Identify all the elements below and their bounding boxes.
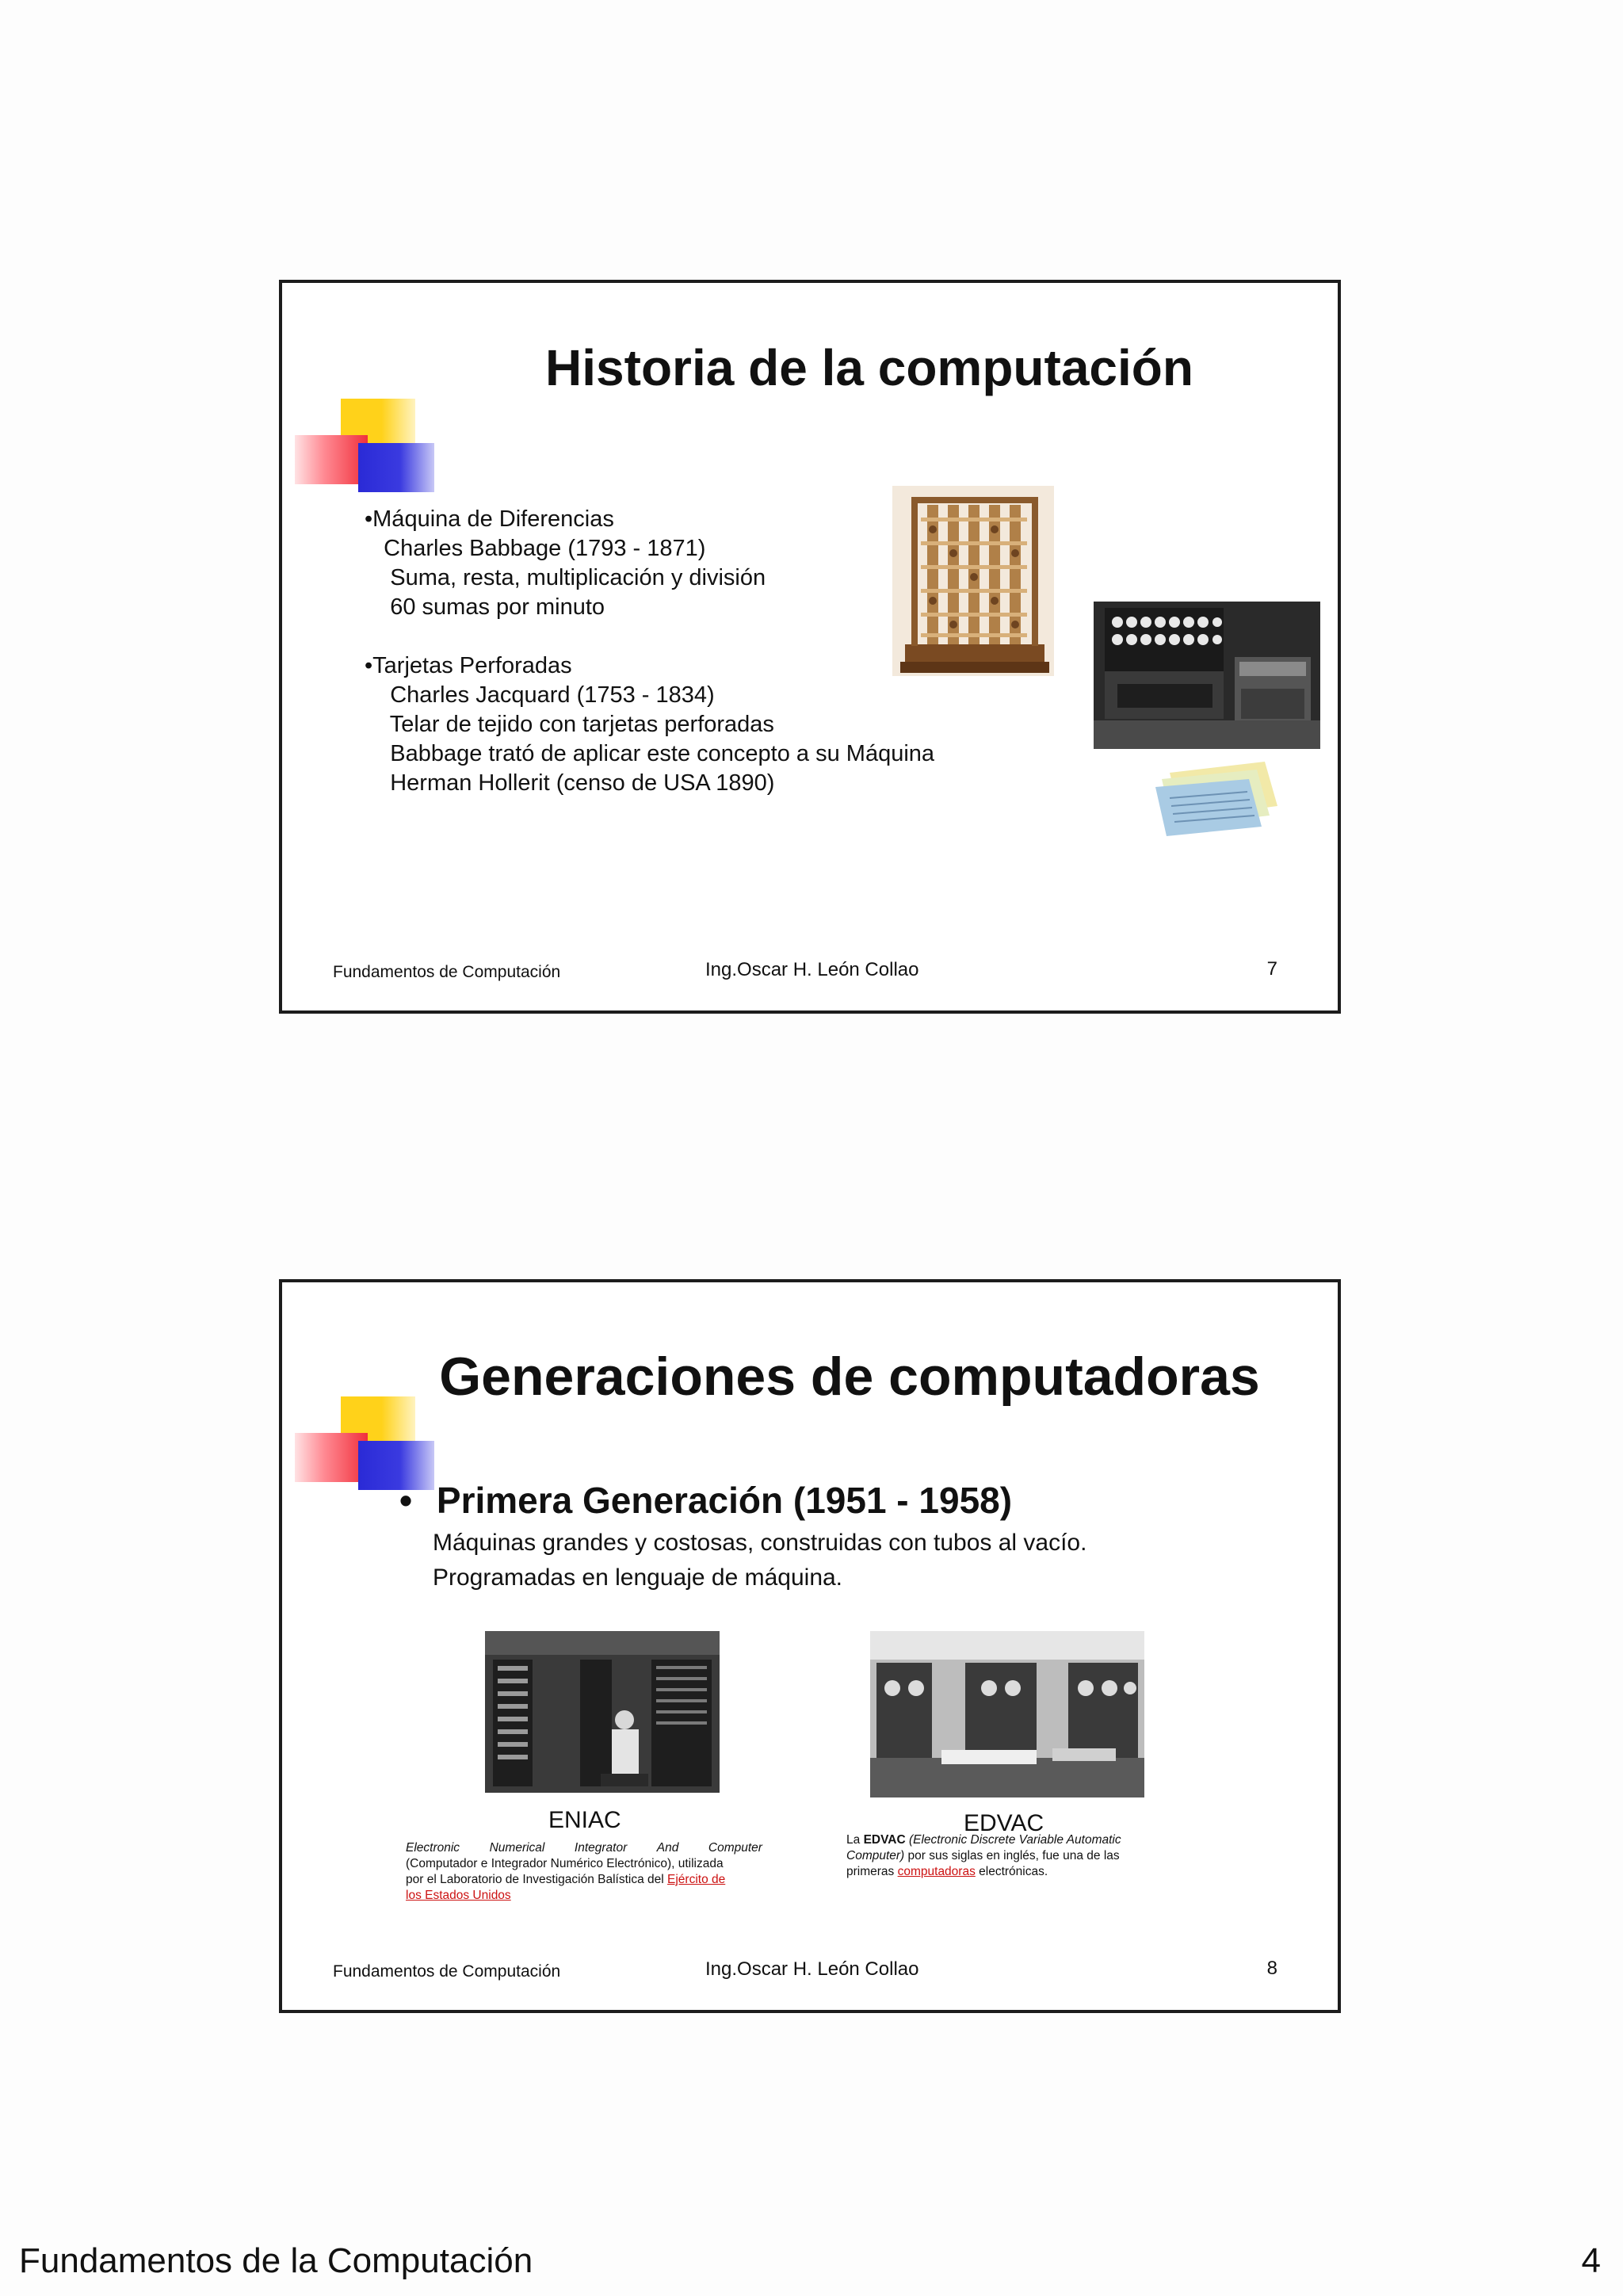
acronym-word: Electronic — [406, 1841, 460, 1855]
hollerith-machine-image — [1094, 602, 1320, 749]
footer-author: Ing.Oscar H. León Collao — [705, 959, 919, 980]
heading-text: Primera Generación (1951 - 1958) — [436, 1480, 1013, 1521]
army-link[interactable]: Ejército de — [667, 1873, 726, 1886]
slide-title: Generaciones de computadoras — [439, 1347, 1260, 1407]
footer-author: Ing.Oscar H. León Collao — [705, 1958, 919, 1980]
description-text: La — [846, 1833, 861, 1847]
page-number: 4 — [1581, 2241, 1601, 2280]
description-text: (Computador e Integrador Numérico Electrónico), utilizada — [406, 1857, 724, 1870]
description-text: por el Laboratorio de Investigación Balística del — [406, 1873, 664, 1886]
edvac-description — [846, 1832, 1163, 1880]
acronym-word: Numerical — [489, 1841, 545, 1855]
body-line: Telar de tejido con tarjetas perforadas — [365, 712, 774, 737]
footer-course: Fundamentos de Computación — [333, 963, 561, 981]
slide-7 — [279, 280, 1341, 1014]
body-line: Charles Babbage (1793 - 1871) — [365, 536, 706, 561]
eniac-acronym — [406, 1840, 762, 1856]
slide-title: Historia de la computación — [545, 339, 1193, 396]
description-line: Máquinas grandes y costosas, construidas con tubos al vacío. — [433, 1530, 1087, 1556]
eniac-description — [406, 1840, 762, 1904]
army-link[interactable]: los Estados Unidos — [406, 1889, 511, 1902]
acronym-word: Integrator — [574, 1841, 628, 1855]
description-text: por sus siglas en inglés, fue una de las — [907, 1849, 1120, 1862]
acronym-word: Computer — [708, 1841, 762, 1855]
slide-number: 8 — [1266, 1958, 1277, 1979]
body-line: Suma, resta, multiplicación y división — [365, 565, 766, 590]
slide-8 — [279, 1279, 1341, 2013]
description-line: Programadas en lenguaje de máquina. — [433, 1564, 843, 1591]
body-line: Herman Hollerit (censo de USA 1890) — [365, 770, 775, 796]
edvac-name: EDVAC — [863, 1833, 906, 1847]
edvac-label: EDVAC — [964, 1810, 1044, 1836]
page-footer-course: Fundamentos de la Computación — [19, 2241, 533, 2280]
description-text: electrónicas. — [979, 1865, 1048, 1878]
body-line: Babbage trató de aplicar este concepto a su Máquina — [365, 741, 935, 766]
edvac-image — [870, 1631, 1144, 1797]
slide-body — [365, 505, 934, 798]
eniac-image — [485, 1631, 720, 1793]
bullet: • — [399, 1480, 413, 1521]
description-text: primeras — [846, 1865, 895, 1878]
body-line: •Tarjetas Perforadas — [365, 653, 572, 678]
body-line: 60 sumas por minuto — [365, 594, 605, 620]
punched-cards-image — [1146, 758, 1281, 842]
acronym-word: And — [656, 1841, 679, 1855]
footer-course: Fundamentos de Computación — [333, 1962, 561, 1981]
body-line: Charles Jacquard (1753 - 1834) — [365, 682, 715, 708]
slide-number: 7 — [1266, 958, 1277, 980]
body-line: •Máquina de Diferencias — [365, 506, 614, 532]
edvac-expansion: (Electronic Discrete Variable Automatic Computer) — [846, 1833, 1121, 1862]
computers-link[interactable]: computadoras — [897, 1865, 976, 1878]
generation-heading — [399, 1479, 1012, 1522]
difference-engine-image — [892, 486, 1054, 676]
eniac-label: ENIAC — [548, 1807, 621, 1833]
slide-decoration — [295, 399, 430, 495]
